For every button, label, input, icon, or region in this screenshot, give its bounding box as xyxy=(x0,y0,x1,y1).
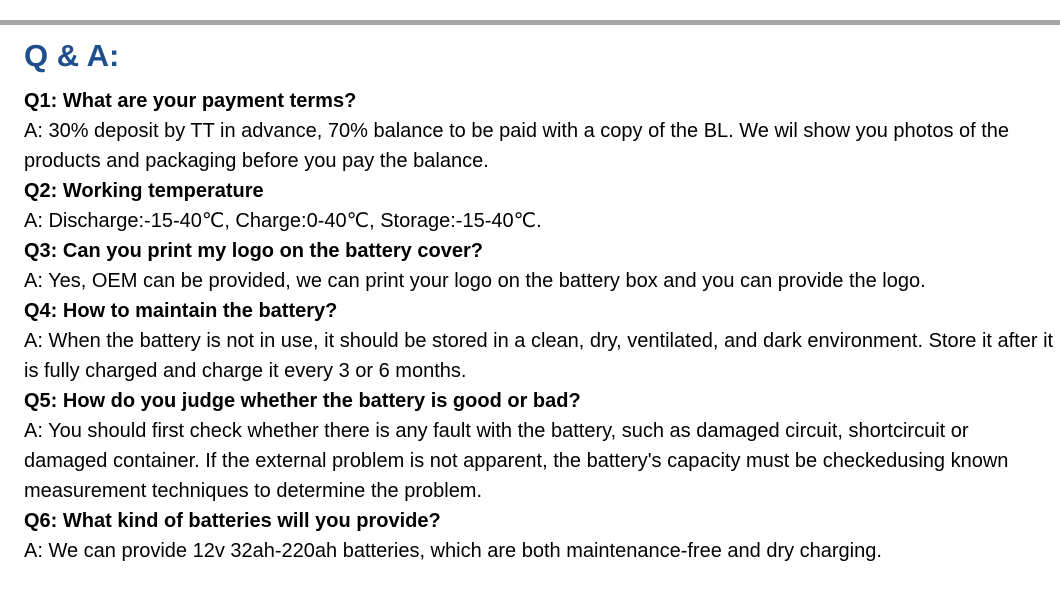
answer-2: A: Discharge:-15-40℃, Charge:0-40℃, Storage:-15-40℃. xyxy=(24,210,542,232)
answer-6: A: We can provide 12v 32ah-220ah batteries, which are both maintenance-free and dry charging. xyxy=(24,540,882,562)
qa-section xyxy=(24,36,1054,566)
question-3: Q3: Can you print my logo on the battery cover? xyxy=(24,240,483,262)
answer-1: A: 30% deposit by TT in advance, 70% balance to be paid with a copy of the BL. We wil show you photos of the products and packaging before you pay the balance. xyxy=(24,120,1010,172)
qa-list xyxy=(24,86,1054,566)
question-1: Q1: What are your payment terms? xyxy=(24,90,357,112)
question-6: Q6: What kind of batteries will you provide? xyxy=(24,510,441,532)
qa-item-5 xyxy=(24,386,1054,506)
qa-item-1 xyxy=(24,86,1054,176)
question-5: Q5: How do you judge whether the battery is good or bad? xyxy=(24,390,581,412)
answer-3: A: Yes, OEM can be provided, we can print your logo on the battery box and you can provide the logo. xyxy=(24,270,926,292)
top-divider xyxy=(0,20,1060,25)
answer-5: A: You should first check whether there is any fault with the battery, such as damaged circuit, shortcircuit or damaged container. If the external problem is not apparent, the battery's capacity must be checkedusing known measurement techniques to determine the problem. xyxy=(24,420,1009,502)
answer-4: A: When the battery is not in use, it should be stored in a clean, dry, ventilated, and dark environment. Store it after it is fully charged and charge it every 3 or 6 months. xyxy=(24,330,1054,382)
qa-heading: Q & A: xyxy=(24,38,120,73)
qa-item-3 xyxy=(24,236,1054,296)
qa-item-6 xyxy=(24,506,1054,566)
qa-item-2 xyxy=(24,176,1054,236)
question-4: Q4: How to maintain the battery? xyxy=(24,300,338,322)
qa-item-4 xyxy=(24,296,1054,386)
question-2: Q2: Working temperature xyxy=(24,180,264,202)
